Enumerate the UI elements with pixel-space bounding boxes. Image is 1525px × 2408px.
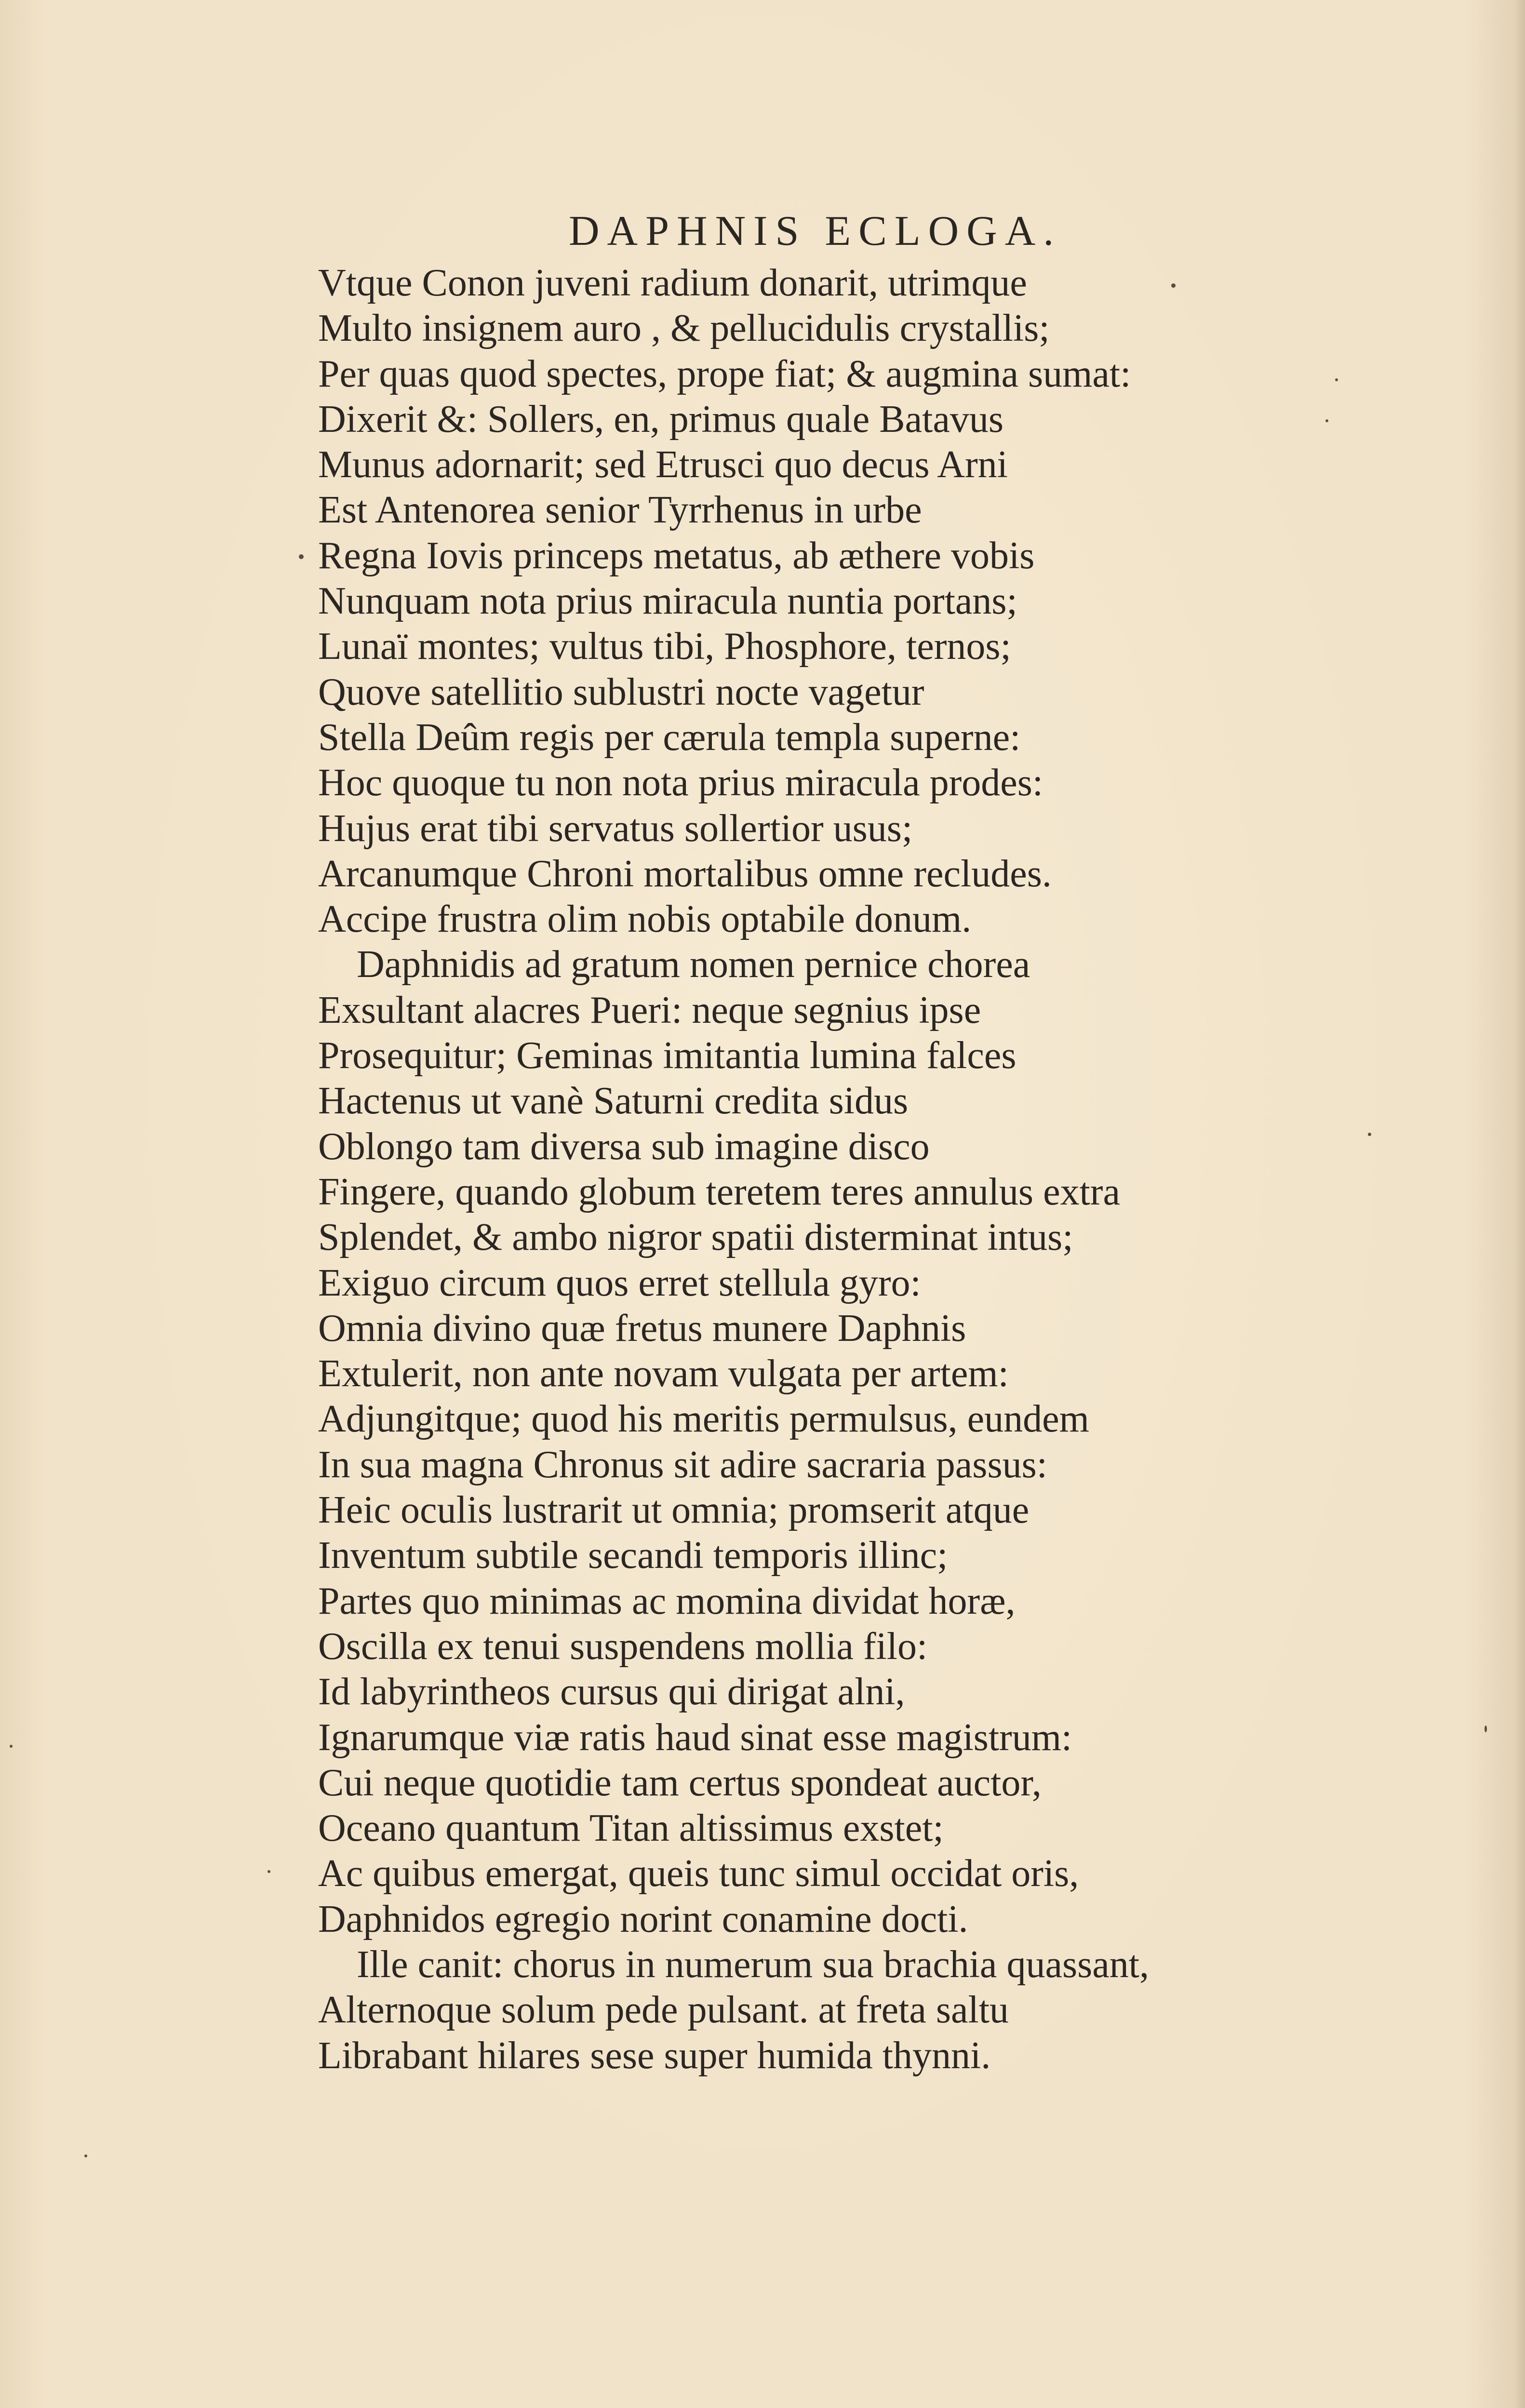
ink-speck — [268, 1870, 270, 1873]
verse-line: Id labyrintheos cursus qui dirigat alni, — [318, 1671, 905, 1713]
verse-line: Ac quibus emergat, queis tunc simul occidat oris, — [318, 1852, 1079, 1895]
verse-block — [318, 260, 1282, 2078]
verse-line: Omnia divino quæ fretus munere Daphnis — [318, 1307, 966, 1350]
verse-line: Munus adornarit; sed Etrusci quo decus Arni — [318, 443, 1008, 486]
verse-line: In sua magna Chronus sit adire sacraria passus: — [318, 1443, 1047, 1486]
verse-line: Regna Iovis princeps metatus, ab æthere vobis — [318, 534, 1035, 577]
ink-speck — [1171, 283, 1176, 288]
ink-speck — [1325, 419, 1328, 422]
verse-line: Oblongo tam diversa sub imagine disco — [318, 1125, 930, 1168]
running-head: DAPHNIS ECLOGA. — [569, 208, 1062, 254]
verse-line: Librabant hilares sese super humida thynni. — [318, 2034, 991, 2077]
verse-line: Oceano quantum Titan altissimus exstet; — [318, 1807, 944, 1850]
verse-line: Quove satellitio sublustri nocte vagetur — [318, 670, 924, 713]
ink-speck — [1485, 1726, 1487, 1732]
verse-line: Hactenus ut vanè Saturni credita sidus — [318, 1080, 909, 1123]
verse-line: Accipe frustra olim nobis optabile donum. — [318, 898, 972, 941]
verse-line: Hoc quoque tu non nota prius miracula prodes: — [318, 762, 1043, 804]
verse-line-indented: Daphnidis ad gratum nomen pernice chorea — [357, 943, 1030, 986]
verse-line: Exsultant alacres Pueri: neque segnius ipse — [318, 989, 981, 1031]
ink-speck — [1335, 378, 1338, 381]
verse-line: Splendet, & ambo nigror spatii disterminat intus; — [318, 1216, 1073, 1259]
verse-line-indented: Ille canit: chorus in numerum sua brachia quassant, — [357, 1943, 1149, 1986]
verse-line: Hujus erat tibi servatus sollertior usus; — [318, 807, 913, 850]
verse-line: Multo insignem auro , & pellucidulis crystallis; — [318, 307, 1050, 350]
verse-line: Inventum subtile secandi temporis illinc; — [318, 1534, 948, 1577]
verse-line: Arcanumque Chroni mortalibus omne recludes. — [318, 852, 1052, 895]
verse-line: Stella Deûm regis per cærula templa superne: — [318, 716, 1021, 759]
verse-line: Nunquam nota prius miracula nuntia portans; — [318, 580, 1017, 623]
verse-line: Alternoque solum pede pulsant. at freta saltu — [318, 1989, 1009, 2032]
verse-line: Daphnidos egregio norint conamine docti. — [318, 1898, 968, 1940]
verse-line: Prosequitur; Geminas imitantia lumina falces — [318, 1034, 1017, 1077]
verse-line: Cui neque quotidie tam certus spondeat auctor, — [318, 1761, 1042, 1804]
ink-speck — [1368, 1133, 1371, 1136]
page-edge-shadow — [1514, 0, 1525, 2408]
verse-line: Oscilla ex tenui suspendens mollia filo: — [318, 1625, 928, 1668]
verse-line: Est Antenorea senior Tyrrhenus in urbe — [318, 489, 922, 532]
verse-line: Extulerit, non ante novam vulgata per artem: — [318, 1352, 1009, 1395]
ink-speck — [84, 2154, 87, 2157]
verse-line: Heic oculis lustrarit ut omnia; promserit atque — [318, 1489, 1030, 1532]
verse-line: Fingere, quando globum teretem teres annulus extra — [318, 1170, 1120, 1213]
verse-line: Per quas quod spectes, prope fiat; & augmina sumat: — [318, 352, 1131, 395]
ink-speck — [10, 1745, 13, 1748]
verse-line: Lunaï montes; vultus tibi, Phosphore, ternos; — [318, 625, 1011, 668]
verse-line: Exiguo circum quos erret stellula gyro: — [318, 1261, 921, 1304]
verse-line: Ignarumque viæ ratis haud sinat esse magistrum: — [318, 1716, 1072, 1759]
verse-line: Dixerit &: Sollers, en, primus quale Batavus — [318, 398, 1003, 441]
verse-line: Adjungitque; quod his meritis permulsus, eundem — [318, 1398, 1089, 1441]
verse-line: Vtque Conon juveni radium donarit, utrimque — [318, 262, 1027, 304]
ink-speck — [299, 554, 304, 559]
verse-line: Partes quo minimas ac momina dividat horæ, — [318, 1579, 1016, 1622]
